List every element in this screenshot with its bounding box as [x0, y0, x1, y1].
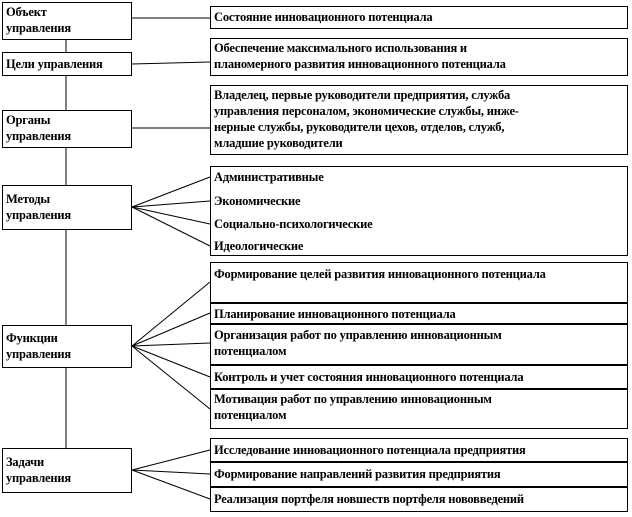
task-item-directions: Формирование направлений развития предприятия [214, 467, 501, 481]
link-goals [132, 62, 210, 64]
label-object: Объект управления [6, 5, 71, 35]
link-function-3 [132, 346, 210, 377]
text-organs-detail: Владелец, первые руководители предприятия, служба управления персоналом, экономические службы, инже- нерные службы, руководители цехов, отделов, служб, младшие руководители [214, 88, 519, 150]
method-item-ideological: Идеологические [214, 239, 304, 253]
method-item-economic: Экономические [214, 194, 301, 208]
task-item-research: Исследование инновационного потенциала предприятия [214, 443, 526, 457]
link-task-0 [132, 450, 210, 470]
link-function-0 [132, 282, 210, 346]
text-object-detail: Состояние инновационного потенциала [214, 10, 433, 24]
link-function-1 [132, 313, 210, 346]
function-item-goal-formation: Формирование целей развития инновационного потенциала [214, 267, 546, 281]
function-item-organization: Организация работ по управлению инновационным потенциалом [214, 328, 502, 358]
label-tasks: Задачи управления [6, 455, 71, 485]
link-function-2 [132, 343, 210, 346]
function-item-planning: Планирование инновационного потенциала [214, 307, 456, 321]
method-item-administrative: Административные [214, 170, 324, 184]
label-goals: Цели управления [6, 57, 103, 71]
link-method-3 [132, 207, 210, 246]
link-task-2 [132, 470, 210, 499]
label-organs: Органы управления [6, 113, 71, 143]
link-function-4 [132, 346, 210, 409]
link-method-2 [132, 207, 210, 224]
task-item-portfolio: Реализация портфеля новшеств портфеля нововведений [214, 492, 524, 506]
label-methods: Методы управления [6, 192, 71, 222]
link-task-1 [132, 470, 210, 474]
method-item-social-psychological: Социально-психологические [214, 217, 373, 231]
label-functions: Функции управления [6, 331, 71, 361]
link-method-1 [132, 201, 210, 207]
function-item-motivation: Мотивация работ по управлению инновационным потенциалом [214, 392, 492, 422]
text-goals-detail: Обеспечение максимального использования и планомерного развития инновационного потенциала [214, 41, 506, 71]
link-method-0 [132, 177, 210, 207]
function-item-control: Контроль и учет состояния инновационного потенциала [214, 370, 524, 384]
